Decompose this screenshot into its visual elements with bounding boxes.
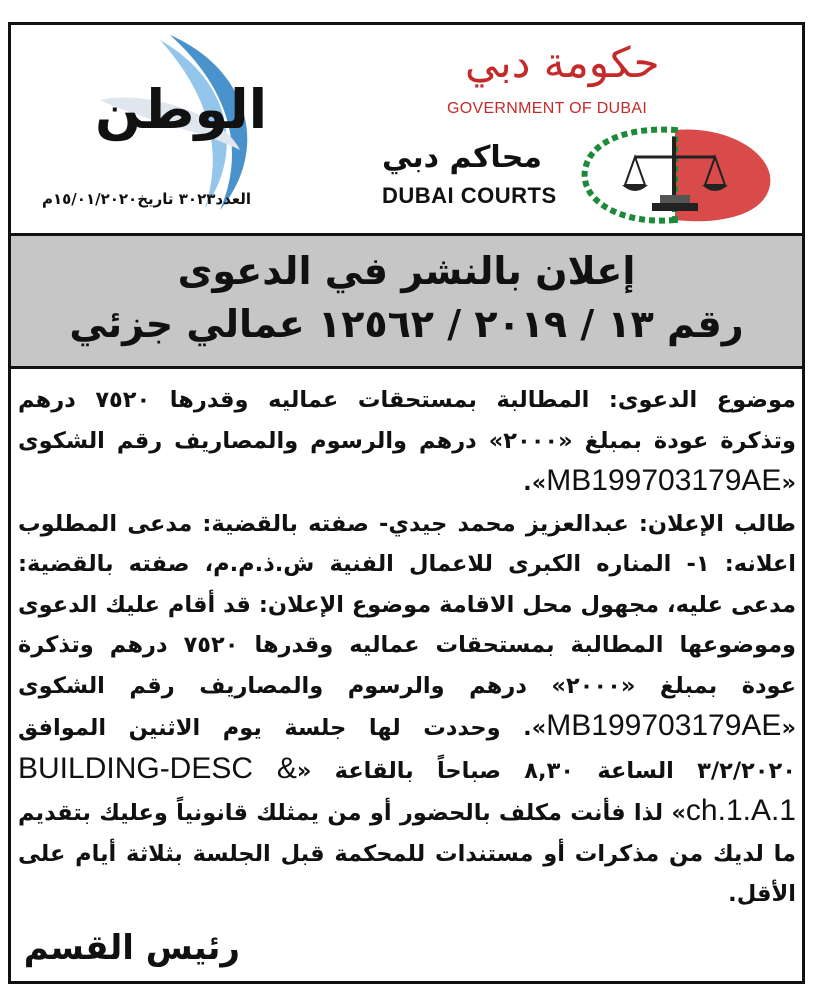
newspaper-name: الوطن — [95, 78, 268, 141]
dubai-courts-emblem-icon — [580, 125, 775, 225]
hearing-text: ». وحددت لها جلسة يوم الاثنين الموافق ٣/٢/٢٠٢٠ الساعة ٨,٣٠ صباحاً بالقاعة « — [18, 715, 796, 784]
gov-dubai-ar: حكومة دبي — [465, 38, 660, 87]
notice-body — [18, 380, 796, 915]
title-band — [11, 233, 802, 369]
notice-title: إعلان بالنشر في الدعوى — [177, 249, 636, 293]
signature: رئيس القسم — [23, 928, 240, 968]
closing-text: » لذا فأنت مكلف بالحضور أو من يمثلك قانونياً وعليك بتقديم ما لديك من مذكرات أو مستندات للمحكمة قبل الجلسة بثلاثة أيام على الأقل. — [18, 800, 796, 907]
subject-text: موضوع الدعوى: المطالبة بمستحقات عماليه وقدرها ٧٥٢٠ درهم وتذكرة عودة بمبلغ «٢٠٠٠» درهم والرسوم والمصاريف رقم الشكوى « — [18, 387, 796, 496]
subject-end: ». — [523, 470, 547, 496]
gov-dubai-en: GOVERNMENT OF DUBAI — [447, 100, 648, 117]
complaint-code-2: MB199703179AE — [546, 709, 782, 742]
paragraph-subject — [18, 380, 796, 504]
details-text: طالب الإعلان: عبدالعزيز محمد جيدي- صفته بالقضية: مدعى المطلوب اعلانه: ١- المناره الكبرى للاعمال الفنية ش.ذ.م.م، صفته بالقضية: مدعى عليه، مجهول محل الاقامة موضوع الإعلان: قد أقام عليك الدعوى وموضوعها المطالبة بمستحقات عماليه وقدرها ٧٥٢٠ درهم وتذكرة عودة بمبلغ «٢٠٠٠» درهم والرسوم والمصاريف رقم الشكوى « — [18, 510, 797, 741]
dubai-courts-ar: محاكم دبي — [382, 140, 542, 175]
paragraph-details — [18, 504, 796, 915]
issue-line: العدد٣٠٢٣ تاريخ١٥/٠١/٢٠٢٠م — [42, 190, 252, 208]
complaint-code: MB199703179AE — [546, 464, 782, 497]
case-number: رقم ١٣ / ٢٠١٩ / ١٢٥٦٢ عمالي جزئي — [69, 302, 744, 346]
hall-code: BUILDING-DESC & ch.1.A.1 — [18, 751, 796, 827]
dubai-courts-en: DUBAI COURTS — [382, 183, 557, 208]
